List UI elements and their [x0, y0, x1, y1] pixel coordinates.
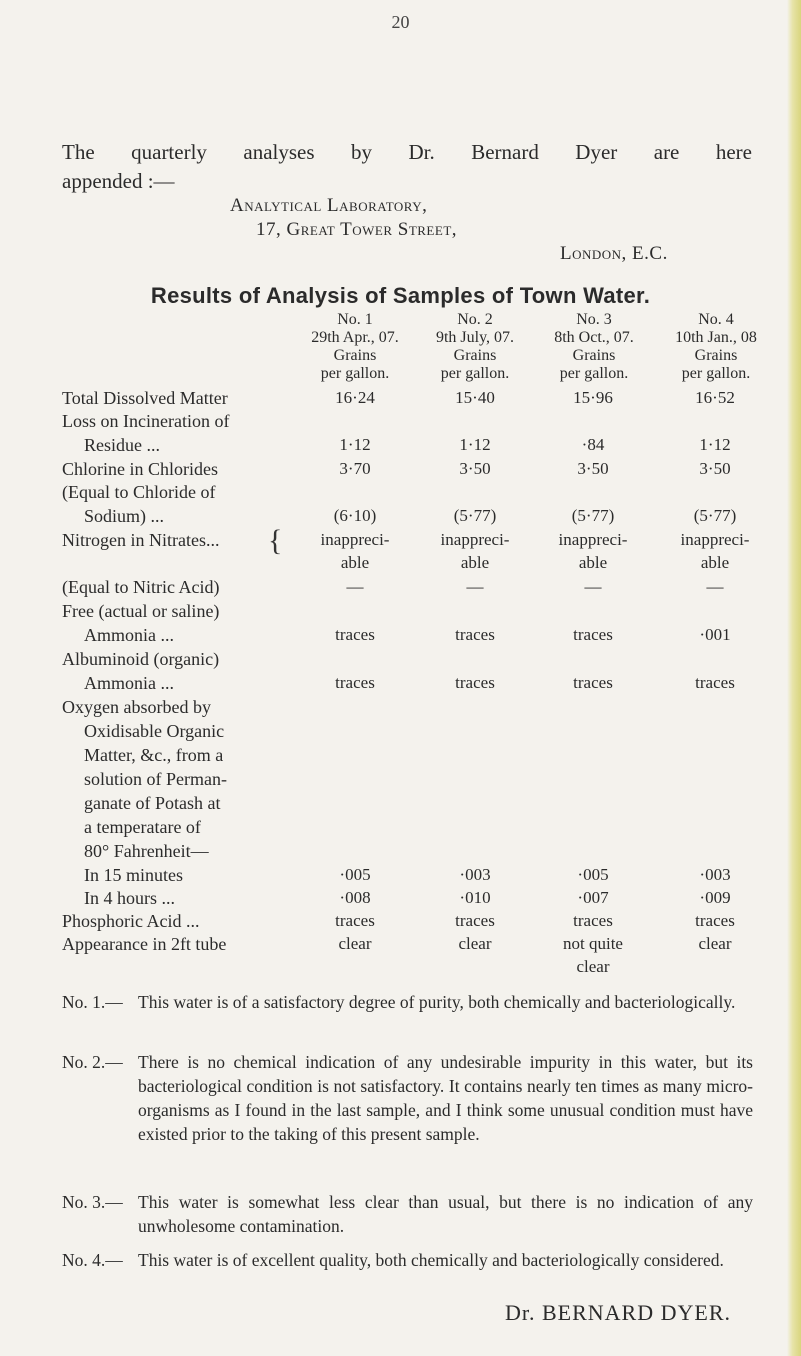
row-label-line: Ammonia ...: [84, 673, 174, 693]
row-label-line: (Equal to Chloride of: [62, 482, 216, 502]
row-label-line: Sodium) ...: [84, 506, 165, 526]
brace-symbol: {: [268, 524, 283, 557]
note-text: This water is of excellent quality, both chemically and bacteriologically considered.: [138, 1250, 724, 1270]
table-cell: (5·77): [693, 506, 737, 525]
table-cell: ·003: [699, 865, 731, 884]
table-cell: traces: [573, 911, 613, 930]
table-cell: —: [584, 577, 602, 596]
note-text: There is no chemical indication of any undesirable impurity in this water, but its bacteriological condition is not satisfactory. It contains nearly ten times as many micro-organisms as I found in the last sample, and I think some unusual condition must have existed prior to the taking of this present sample.: [138, 1052, 753, 1144]
note-label: No. 3.—: [62, 1192, 123, 1212]
column-unit: Grains: [453, 347, 497, 364]
table-cell: able: [340, 553, 370, 572]
note-text: This water is of a satisfactory degree of purity, both chemically and bacteriologically.: [138, 992, 736, 1012]
row-label-appearance: Appearance in 2ft tube: [62, 934, 227, 954]
intro-line-2: appended :—: [62, 169, 175, 193]
table-cell: 16·52: [695, 388, 735, 407]
column-unit: Grains: [572, 347, 616, 364]
column-date: 9th July, 07.: [435, 329, 515, 346]
column-no: No. 3: [576, 311, 612, 328]
column-date: 10th Jan., 08: [675, 329, 757, 346]
table-cell: ·001: [699, 625, 731, 644]
column-unit: Grains: [694, 347, 738, 364]
row-label-albuminoid: [62, 647, 219, 695]
address-line-2: [256, 219, 457, 241]
table-cell: (5·77): [571, 506, 615, 525]
table-cell: 15·96: [573, 388, 613, 407]
table-cell: —: [706, 577, 724, 596]
note-text: This water is somewhat less clear than usual, but there is no indication of any unwholesome contamination.: [138, 1192, 753, 1236]
column-header-2: [415, 311, 535, 383]
column-no: No. 1: [337, 311, 373, 328]
table-cell: ·005: [339, 865, 371, 884]
table-cell: 3·70: [339, 459, 371, 478]
row-label-line: Matter, &c., from a: [84, 745, 224, 765]
table-cell: able: [460, 553, 490, 572]
page-number: 20: [391, 12, 410, 32]
table-cell: 1·12: [699, 435, 731, 454]
table-cell: traces: [695, 673, 735, 692]
signature: Dr. BERNARD DYER.: [504, 1300, 731, 1325]
table-cell: traces: [455, 673, 495, 692]
table-cell: (6·10): [333, 506, 377, 525]
table-cell: 1·12: [339, 435, 371, 454]
table-cell: inappreci-: [440, 530, 510, 549]
address-text-1: Analytical Laboratory,: [230, 195, 428, 216]
table-cell: inappreci-: [680, 530, 750, 549]
row-label-line: Oxidisable Organic: [84, 721, 225, 741]
table-cell: traces: [335, 625, 375, 644]
table-cell: 3·50: [699, 459, 731, 478]
row-label-in4: In 4 hours ...: [84, 888, 175, 908]
table-cell: traces: [335, 673, 375, 692]
table-cell: ·84: [581, 435, 605, 454]
address-text-3: London, E.C.: [560, 243, 668, 264]
column-no: No. 2: [457, 311, 493, 328]
row-label-nitrogen: Nitrogen in Nitrates...: [62, 530, 220, 550]
table-cell: traces: [455, 911, 495, 930]
table-cell: —: [346, 577, 364, 596]
table-cell: traces: [573, 673, 613, 692]
table-heading: Results of Analysis of Samples of Town Water.: [150, 283, 651, 308]
row-label-oxygen: [62, 695, 227, 863]
row-label-line: a temperatare of: [84, 817, 201, 837]
row-label-total-dissolved: Total Dissolved Matter: [62, 388, 228, 408]
address-line-1: [230, 195, 427, 217]
row-label-line: ganate of Potash at: [84, 793, 221, 813]
table-cell: traces: [335, 911, 375, 930]
table-cell: clear: [698, 934, 732, 953]
row-label-equal-nitric: (Equal to Nitric Acid): [62, 577, 220, 597]
table-cell: clear: [338, 934, 372, 953]
address-line-3: [560, 243, 668, 265]
table-cell: inappreci-: [320, 530, 390, 549]
table-cell: ·009: [699, 888, 731, 907]
table-cell: traces: [573, 625, 613, 644]
table-cell: not quite: [563, 934, 623, 953]
column-date: 29th Apr., 07.: [311, 329, 399, 346]
column-date: 8th Oct., 07.: [554, 329, 634, 346]
row-label-line: Albuminoid (organic): [62, 649, 220, 669]
table-cell: ·003: [459, 865, 491, 884]
intro-line-1: The quarterly analyses by Dr. Bernard Dyer are here: [62, 140, 752, 164]
row-label-line: Loss on Incineration of: [62, 411, 230, 431]
column-header-1: [295, 311, 415, 383]
row-label-chlorine: Chlorine in Chlorides: [62, 459, 218, 479]
table-cell: ·008: [339, 888, 371, 907]
row-label-line: solution of Perman-: [84, 769, 227, 789]
table-cell: 3·50: [459, 459, 491, 478]
column-header-4: [656, 311, 776, 383]
column-unit: Grains: [333, 347, 377, 364]
row-label-equal-chloride: [62, 480, 215, 528]
table-cell: 1·12: [459, 435, 491, 454]
row-label-line: Residue ...: [84, 435, 160, 455]
table-cell: able: [700, 553, 730, 572]
table-cell: clear: [576, 957, 610, 976]
table-cell: ·005: [577, 865, 609, 884]
table-cell: able: [578, 553, 608, 572]
row-label-free-ammonia: [62, 599, 219, 647]
page-edge: [787, 0, 801, 1356]
row-label-phosphoric: Phosphoric Acid ...: [62, 911, 200, 931]
row-label-line: Oxygen absorbed by: [62, 697, 211, 717]
table-cell: 16·24: [335, 388, 375, 407]
address-text-2: 17, Great Tower Street,: [256, 219, 458, 240]
table-cell: 3·50: [577, 459, 609, 478]
note-label: No. 1.—: [62, 992, 123, 1012]
table-cell: (5·77): [453, 506, 497, 525]
table-cell: ·010: [459, 888, 491, 907]
note-label: No. 4.—: [62, 1250, 123, 1270]
row-label-line: Free (actual or saline): [62, 601, 220, 621]
table-cell: ·007: [577, 888, 609, 907]
row-label-in15: In 15 minutes: [84, 865, 183, 885]
table-cell: —: [466, 577, 484, 596]
column-unit-per: per gallon.: [559, 365, 629, 382]
table-cell: inappreci-: [558, 530, 628, 549]
column-unit-per: per gallon.: [320, 365, 390, 382]
table-cell: traces: [455, 625, 495, 644]
column-unit-per: per gallon.: [440, 365, 510, 382]
row-label-line: Ammonia ...: [84, 625, 174, 645]
column-header-3: [534, 311, 654, 383]
intro-paragraph: [62, 138, 752, 196]
table-cell: clear: [458, 934, 492, 953]
note-label: No. 2.—: [62, 1052, 123, 1072]
column-no: No. 4: [698, 311, 734, 328]
table-cell: 15·40: [455, 388, 495, 407]
row-label-line: 80° Fahrenheit—: [84, 841, 209, 861]
table-cell: traces: [695, 911, 735, 930]
row-label-loss-incineration: [62, 409, 229, 457]
column-unit-per: per gallon.: [681, 365, 751, 382]
